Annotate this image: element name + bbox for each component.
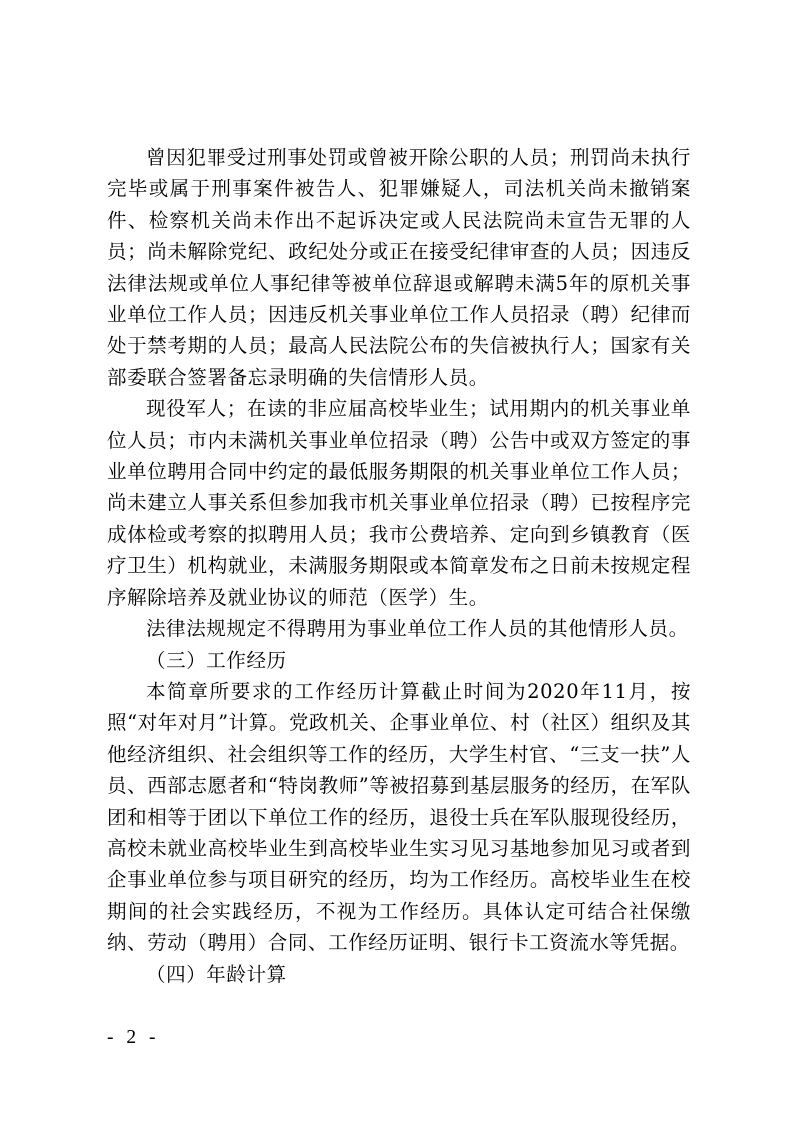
section-heading-age-calculation: （四）年龄计算 <box>146 962 287 986</box>
paragraph-disqualifications-criminal: 曾因犯罪受过刑事处罚或曾被开除公职的人员；刑罚尚未执行完毕或属于刑事案件被告人、犯罪嫌疑人，司法机关尚未撤销案件、检察机关尚未作出不起诉决定或人民法院尚未宣告无罪的人员；尚未解除党纪、政纪处分或正在接受纪律审查的人员；因违反法律法规或单位人事纪律等被单位辞退或解聘未满5年的原机关事业单位工作人员；因违反机关事业单位工作人员招录（聘）纪律而处于禁考期的人员；最高人民法院公布的失信被执行人；国家有关部委联合签署备忘录明确的失信情形人员。 <box>107 146 691 389</box>
section-heading-work-experience: （三）工作经历 <box>146 648 287 672</box>
paragraph-disqualifications-other: 法律法规规定不得聘用为事业单位工作人员的其他情形人员。 <box>146 617 689 641</box>
page-number: - 2 - <box>107 1027 160 1048</box>
paragraph-disqualifications-service: 现役军人；在读的非应届高校毕业生；试用期内的机关事业单位人员；市内未满机关事业单位招录（聘）公告中或双方签定的事业单位聘用合同中约定的最低服务期限的机关事业单位工作人员；尚未建立人事关系但参加我市机关事业单位招录（聘）已按程序完成体检或考察的拟聘用人员；我市公费培养、定向到乡镇教育（医疗卫生）机构就业，未满服务期限或本简章发布之日前未按规定程序解除培养及就业协议的师范（医学）生。 <box>107 397 691 609</box>
document-body <box>107 142 691 990</box>
paragraph-work-experience: 本简章所要求的工作经历计算截止时间为2020年11月，按照“对年对月”计算。党政机关、企事业单位、村（社区）组织及其他经济组织、社会组织等工作的经历，大学生村官、“三支一扶”人员、西部志愿者和“特岗教师”等被招募到基层服务的经历，在军队团和相等于团以下单位工作的经历，退役士兵在军队服现役经历，高校未就业高校毕业生到高校毕业生实习见习基地参加见习或者到企事业单位参与项目研究的经历，均为工作经历。高校毕业生在校期间的社会实践经历，不视为工作经历。具体认定可结合社保缴纳、劳动（聘用）合同、工作经历证明、银行卡工资流水等凭据。 <box>107 679 691 955</box>
